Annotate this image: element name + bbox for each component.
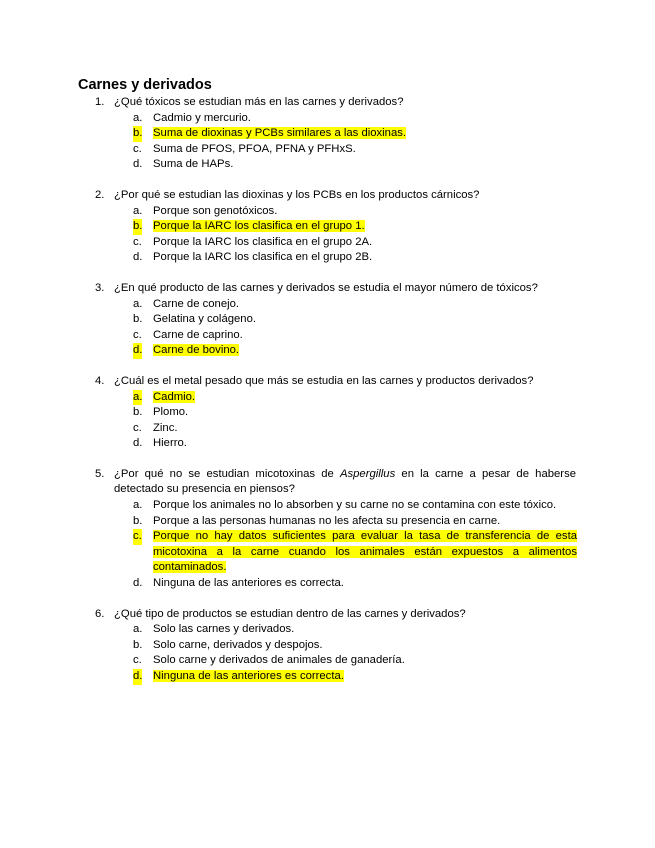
question-text-part: ¿Por qué no se estudian micotoxinas de — [114, 467, 340, 480]
option-text-correct: Carne de bovino. — [153, 344, 240, 357]
question-text: ¿Cuál es el metal pesado que más se estudia en las carnes y productos derivados? — [114, 374, 534, 387]
option-b — [0, 312, 655, 328]
option-letter: b. — [133, 406, 143, 419]
question-list — [0, 95, 655, 700]
option-a — [0, 498, 655, 514]
question-number: 1. — [95, 96, 105, 108]
option-letter: d. — [133, 343, 142, 359]
question-number: 3. — [95, 281, 105, 294]
option-letter: d. — [133, 158, 143, 171]
option-letter: c. — [133, 235, 142, 248]
option-letter: b. — [133, 313, 143, 326]
question-number: 6. — [95, 607, 105, 620]
question-text: ¿Por qué se estudian las dioxinas y los PCBs en los productos cárnicos? — [114, 188, 480, 201]
option-letter: d. — [133, 669, 142, 685]
option-text: Hierro. — [153, 437, 187, 450]
option-letter: b. — [133, 638, 143, 651]
option-list — [0, 622, 655, 684]
option-letter: a. — [133, 623, 143, 636]
question-number: 2. — [95, 188, 105, 201]
option-a — [0, 204, 655, 220]
option-letter: a. — [133, 204, 143, 217]
option-text: Porque a las personas humanas no les afecta su presencia en carne. — [153, 514, 501, 527]
question-6 — [0, 607, 655, 685]
option-letter: d. — [133, 577, 143, 590]
option-text: Porque los animales no lo absorben y su carne no se contamina con este tóxico. — [153, 499, 557, 512]
option-text: Solo carne, derivados y despojos. — [153, 638, 323, 651]
option-c — [0, 653, 655, 669]
option-a — [0, 111, 655, 127]
option-text: Suma de HAPs. — [153, 158, 234, 171]
option-text-correct: Cadmio. — [153, 390, 196, 403]
question-text-part: en la carne a pesar de haberse detectado su presencia en piensos? — [114, 467, 576, 496]
option-letter: c. — [133, 328, 142, 341]
question-number: 4. — [95, 374, 105, 387]
option-c — [0, 529, 655, 576]
option-text: Porque la IARC los clasifica en el grupo 2A. — [153, 235, 373, 248]
option-c — [0, 328, 655, 344]
option-b — [0, 638, 655, 654]
option-letter: d. — [133, 251, 143, 264]
question-text: ¿En qué producto de las carnes y derivados se estudia el mayor número de tóxicos? — [114, 281, 538, 294]
option-text: Plomo. — [153, 406, 189, 419]
option-letter: b. — [133, 219, 142, 235]
option-letter: a. — [133, 499, 143, 512]
option-letter: d. — [133, 437, 143, 450]
option-a — [0, 622, 655, 638]
option-d — [0, 436, 655, 452]
option-list — [0, 204, 655, 266]
option-letter: b. — [133, 514, 143, 527]
option-text: Carne de conejo. — [153, 297, 240, 310]
option-d — [0, 576, 655, 592]
option-text: Gelatina y colágeno. — [153, 313, 256, 326]
option-b — [0, 219, 655, 235]
question-2 — [0, 188, 655, 266]
option-letter: a. — [133, 111, 143, 124]
option-text-correct: Porque no hay datos suficientes para evaluar la tasa de transferencia de esta micotoxina a la carne cuando los animales están expuestos a alimentos contaminados. — [153, 530, 577, 574]
question-5 — [0, 467, 655, 592]
option-a — [0, 390, 655, 406]
option-d — [0, 250, 655, 266]
option-d — [0, 343, 655, 359]
question-text: ¿Qué tóxicos se estudian más en las carnes y derivados? — [114, 96, 404, 108]
option-text: Suma de PFOS, PFOA, PFNA y PFHxS. — [153, 142, 356, 155]
option-a — [0, 297, 655, 313]
question-text: ¿Qué tipo de productos se estudian dentro de las carnes y derivados? — [114, 607, 466, 620]
option-b — [0, 405, 655, 421]
option-text: Porque son genotóxicos. — [153, 204, 278, 217]
option-list — [0, 498, 655, 592]
option-c — [0, 421, 655, 437]
option-letter: b. — [133, 126, 142, 142]
question-4 — [0, 374, 655, 452]
option-letter: a. — [133, 297, 143, 310]
option-d — [0, 157, 655, 173]
option-c — [0, 142, 655, 158]
option-d — [0, 669, 655, 685]
option-letter: c. — [133, 654, 142, 667]
option-text: Solo las carnes y derivados. — [153, 623, 295, 636]
option-text: Porque la IARC los clasifica en el grupo 2B. — [153, 251, 373, 264]
option-text-correct: Ninguna de las anteriores es correcta. — [153, 670, 344, 682]
option-b — [0, 126, 655, 142]
question-1 — [0, 95, 655, 173]
option-letter: c. — [133, 421, 142, 434]
option-letter: a. — [133, 390, 142, 406]
option-text-correct: Porque la IARC los clasifica en el grupo 1. — [153, 220, 365, 233]
option-list — [0, 111, 655, 173]
option-text: Carne de caprino. — [153, 328, 243, 341]
option-c — [0, 235, 655, 251]
option-text: Zinc. — [153, 421, 178, 434]
option-b — [0, 514, 655, 530]
question-number: 5. — [95, 467, 105, 480]
option-letter: c. — [133, 142, 142, 155]
option-letter: c. — [133, 529, 142, 545]
question-3 — [0, 281, 655, 359]
option-list — [0, 297, 655, 359]
option-text: Solo carne y derivados de animales de ganadería. — [153, 654, 405, 667]
question-text — [114, 467, 576, 498]
option-text-correct: Suma de dioxinas y PCBs similares a las dioxinas. — [153, 127, 407, 140]
question-text-italic: Aspergillus — [339, 467, 396, 480]
section-title: Carnes y derivados — [78, 77, 212, 93]
option-list — [0, 390, 655, 452]
option-text: Cadmio y mercurio. — [153, 111, 251, 124]
option-text: Ninguna de las anteriores es correcta. — [153, 577, 344, 590]
